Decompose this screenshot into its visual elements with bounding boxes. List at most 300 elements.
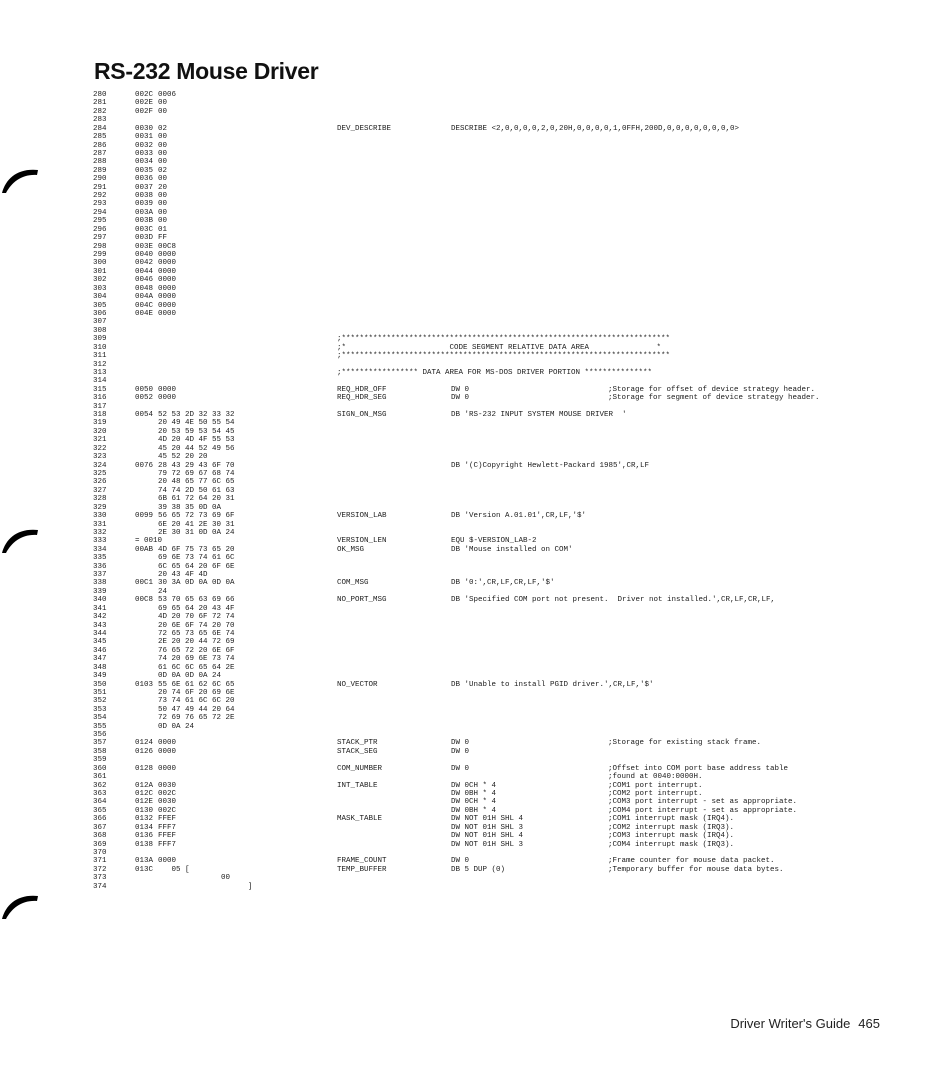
line-number: 348 <box>93 663 107 672</box>
listing-line <box>93 521 923 529</box>
line-number: 285 <box>93 133 107 142</box>
object-bytes: 20 53 59 53 54 45 <box>158 427 235 436</box>
label: NO_VECTOR <box>337 680 378 689</box>
object-bytes: 00 <box>158 874 231 883</box>
listing-line <box>93 579 923 587</box>
line-number: 361 <box>93 773 107 782</box>
page-number: 465 <box>858 1016 880 1031</box>
listing-line <box>93 158 923 166</box>
object-bytes: 50 47 49 44 20 64 <box>158 705 235 714</box>
line-number: 293 <box>93 200 107 209</box>
object-bytes: 0000 <box>158 251 177 260</box>
object-bytes: 69 65 64 20 43 4F <box>158 604 235 613</box>
listing-line <box>93 773 923 781</box>
listing-line <box>93 377 923 385</box>
listing-line <box>93 857 923 865</box>
object-bytes: 0000 <box>158 276 177 285</box>
listing-line <box>93 622 923 630</box>
listing-line <box>93 192 923 200</box>
address: 012A <box>135 781 154 790</box>
address: 0033 <box>135 149 154 158</box>
footer-book-title: Driver Writer's Guide <box>730 1016 851 1031</box>
line-number: 299 <box>93 251 107 260</box>
listing-line <box>93 554 923 562</box>
listing-line <box>93 504 923 512</box>
address: 013A <box>135 857 154 866</box>
object-bytes: 0D 0A 0D 0A 24 <box>158 672 222 681</box>
address: 0099 <box>135 512 154 521</box>
address: = 0010 <box>135 537 163 546</box>
object-bytes: 0000 <box>158 309 177 318</box>
comment: ;found at 0040:0000H. <box>608 773 703 782</box>
label: NO_PORT_MSG <box>337 596 387 605</box>
line-number: 346 <box>93 646 107 655</box>
object-bytes: FFF7 <box>158 840 177 849</box>
line-number: 344 <box>93 630 107 638</box>
label: TEMP_BUFFER <box>337 865 387 874</box>
object-bytes: 0000 <box>158 394 177 403</box>
address: 002C <box>135 91 154 99</box>
listing-line <box>93 664 923 672</box>
address: 0035 <box>135 166 154 175</box>
address: 004A <box>135 293 154 302</box>
line-number: 316 <box>93 394 107 403</box>
line-number: 321 <box>93 436 107 445</box>
address: 003C <box>135 225 154 234</box>
label: REQ_HDR_SEG <box>337 394 387 403</box>
label: DEV_DESCRIBE <box>337 124 392 133</box>
listing-line <box>93 790 923 798</box>
instruction: DW 0 <box>451 739 470 748</box>
instruction: DB 'RS-232 INPUT SYSTEM MOUSE DRIVER ' <box>451 411 627 420</box>
object-bytes: 0000 <box>158 739 177 748</box>
line-number: 291 <box>93 183 107 192</box>
address: 0138 <box>135 840 154 849</box>
listing-line <box>93 748 923 756</box>
line-number: 282 <box>93 107 107 116</box>
line-number: 325 <box>93 469 107 478</box>
line-number: 305 <box>93 301 107 310</box>
line-number: 355 <box>93 722 107 731</box>
object-bytes: FFEF <box>158 815 177 824</box>
line-number: 374 <box>93 882 107 891</box>
comment-banner: ;* CODE SEGMENT RELATIVE DATA AREA * <box>337 343 662 352</box>
listing-line <box>93 605 923 613</box>
instruction: DB 5 DUP (0) <box>451 865 506 874</box>
instruction: DW 0 <box>451 747 470 756</box>
address: 0042 <box>135 259 154 268</box>
line-number: 331 <box>93 520 107 529</box>
line-number: 353 <box>93 705 107 714</box>
listing-line <box>93 706 923 714</box>
object-bytes: 00C8 <box>158 242 177 251</box>
instruction: DW NOT 01H SHL 4 <box>451 815 524 824</box>
label: STACK_PTR <box>337 739 378 748</box>
label: REQ_HDR_OFF <box>337 385 387 394</box>
listing-line <box>93 697 923 705</box>
line-number: 280 <box>93 91 107 99</box>
object-bytes: 4D 20 70 6F 72 74 <box>158 613 235 622</box>
address: 002E <box>135 99 154 108</box>
listing-line <box>93 327 923 335</box>
address: 0046 <box>135 276 154 285</box>
line-number: 302 <box>93 276 107 285</box>
address: 0036 <box>135 175 154 184</box>
address: 003A <box>135 208 154 217</box>
listing-line <box>93 495 923 503</box>
listing-line <box>93 883 923 891</box>
line-number: 300 <box>93 259 107 268</box>
line-number: 289 <box>93 166 107 175</box>
object-bytes: ] <box>158 882 253 891</box>
line-number: 332 <box>93 528 107 537</box>
line-number: 351 <box>93 688 107 697</box>
object-bytes: 01 <box>158 225 168 234</box>
listing-line <box>93 344 923 352</box>
listing-line <box>93 133 923 141</box>
binder-hole-mark-middle <box>0 526 40 554</box>
line-number: 320 <box>93 427 107 436</box>
object-bytes: 02 <box>158 124 168 133</box>
instruction: DB '0:',CR,LF,CR,LF,'$' <box>451 579 555 588</box>
address: 004C <box>135 301 154 310</box>
line-number: 369 <box>93 840 107 849</box>
line-number: 359 <box>93 756 107 765</box>
line-number: 318 <box>93 411 107 420</box>
listing-line <box>93 739 923 747</box>
listing-line <box>93 217 923 225</box>
object-bytes: 4D 6F 75 73 65 20 <box>158 545 235 554</box>
listing-line <box>93 302 923 310</box>
object-bytes: 28 43 29 43 6F 70 <box>158 461 235 470</box>
label: FRAME_COUNT <box>337 857 387 866</box>
address: 0124 <box>135 739 154 748</box>
object-bytes: 6E 20 41 2E 30 31 <box>158 520 235 529</box>
object-bytes: 52 53 2D 32 33 32 <box>158 411 235 420</box>
line-number: 303 <box>93 284 107 293</box>
listing-line <box>93 782 923 790</box>
object-bytes: 0000 <box>158 267 177 276</box>
line-number: 298 <box>93 242 107 251</box>
address: 00AB <box>135 545 154 554</box>
line-number: 286 <box>93 141 107 150</box>
line-number: 304 <box>93 293 107 302</box>
comment: ;Storage for segment of device strategy header. <box>608 394 820 403</box>
object-bytes: 53 70 65 63 69 66 <box>158 596 235 605</box>
listing-line <box>93 285 923 293</box>
object-bytes: 002C <box>158 806 177 815</box>
object-bytes: 20 74 6F 20 69 6E <box>158 688 235 697</box>
object-bytes: 002C <box>158 790 177 799</box>
listing-line <box>93 369 923 377</box>
listing-line <box>93 571 923 579</box>
listing-line <box>93 807 923 815</box>
address: 00C1 <box>135 579 154 588</box>
listing-line <box>93 630 923 638</box>
line-number: 281 <box>93 99 107 108</box>
object-bytes: 00 <box>158 175 168 184</box>
line-number: 342 <box>93 613 107 622</box>
object-bytes: 6C 65 64 20 6F 6E <box>158 562 235 571</box>
line-number: 350 <box>93 680 107 689</box>
listing-line <box>93 478 923 486</box>
listing-line <box>93 824 923 832</box>
comment: ;COM4 interrupt mask (IRQ3). <box>608 840 735 849</box>
label: SIGN_ON_MSG <box>337 411 387 420</box>
instruction: DB 'Version A.01.01',CR,LF,'$' <box>451 512 587 521</box>
line-number: 335 <box>93 554 107 563</box>
address: 0128 <box>135 764 154 773</box>
line-number: 362 <box>93 781 107 790</box>
page-footer <box>730 1016 880 1031</box>
label: STACK_SEG <box>337 747 378 756</box>
object-bytes: 73 74 61 6C 6C 20 <box>158 697 235 706</box>
line-number: 294 <box>93 208 107 217</box>
address: 0076 <box>135 461 154 470</box>
line-number: 373 <box>93 874 107 883</box>
object-bytes: 20 <box>158 183 168 192</box>
line-number: 324 <box>93 461 107 470</box>
object-bytes: 6B 61 72 64 20 31 <box>158 495 235 504</box>
listing-line <box>93 689 923 697</box>
line-number: 288 <box>93 158 107 167</box>
label: VERSION_LAB <box>337 512 387 521</box>
address: 0130 <box>135 806 154 815</box>
object-bytes: 0000 <box>158 293 177 302</box>
comment: ;Offset into COM port base address table <box>608 764 789 773</box>
object-bytes: 00 <box>158 158 168 167</box>
line-number: 312 <box>93 360 107 369</box>
line-number: 356 <box>93 731 107 740</box>
instruction: DW 0 <box>451 764 470 773</box>
listing-line <box>93 841 923 849</box>
object-bytes: 74 74 2D 50 61 63 <box>158 486 235 495</box>
address: 0048 <box>135 284 154 293</box>
line-number: 365 <box>93 806 107 815</box>
listing-line <box>93 293 923 301</box>
object-bytes: FFF7 <box>158 823 177 832</box>
listing-line <box>93 91 923 99</box>
listing-line <box>93 108 923 116</box>
object-bytes: 20 49 4E 50 55 54 <box>158 419 235 428</box>
object-bytes: 00 <box>158 107 168 116</box>
label: VERSION_LEN <box>337 537 387 546</box>
object-bytes: 45 20 44 52 49 56 <box>158 444 235 453</box>
address: 0126 <box>135 747 154 756</box>
instruction: DW 0BH * 4 <box>451 806 497 815</box>
listing-line <box>93 866 923 874</box>
line-number: 349 <box>93 672 107 681</box>
instruction: DW 0CH * 4 <box>451 781 497 790</box>
listing-line <box>93 723 923 731</box>
object-bytes: 0D 0A 24 <box>158 722 195 731</box>
listing-line <box>93 251 923 259</box>
object-bytes: 0000 <box>158 301 177 310</box>
line-number: 339 <box>93 587 107 596</box>
line-number: 366 <box>93 815 107 824</box>
line-number: 323 <box>93 453 107 462</box>
object-bytes: 00 <box>158 217 168 226</box>
object-bytes: 74 20 69 6E 73 74 <box>158 655 235 664</box>
address: 0052 <box>135 394 154 403</box>
comment: ;Temporary buffer for mouse data bytes. <box>608 865 784 874</box>
listing-line <box>93 226 923 234</box>
address: 012C <box>135 790 154 799</box>
line-number: 313 <box>93 368 107 377</box>
listing-line <box>93 167 923 175</box>
line-number: 292 <box>93 192 107 201</box>
listing-line <box>93 647 923 655</box>
listing-line <box>93 613 923 621</box>
instruction: DW 0BH * 4 <box>451 790 497 799</box>
instruction: DB 'Specified COM port not present. Driver not installed.',CR,LF,CR,LF, <box>451 596 776 605</box>
line-number: 317 <box>93 402 107 411</box>
instruction: DW 0 <box>451 385 470 394</box>
listing-line <box>93 462 923 470</box>
line-number: 328 <box>93 495 107 504</box>
listing-line <box>93 596 923 604</box>
comment: ;Storage for existing stack frame. <box>608 739 762 748</box>
listing-line <box>93 386 923 394</box>
line-number: 314 <box>93 377 107 386</box>
listing-line <box>93 352 923 360</box>
listing-line <box>93 537 923 545</box>
object-bytes: 55 6E 61 62 6C 65 <box>158 680 235 689</box>
object-bytes: 0000 <box>158 385 177 394</box>
listing-line <box>93 487 923 495</box>
object-bytes: FFEF <box>158 832 177 841</box>
label: INT_TABLE <box>337 781 378 790</box>
line-number: 295 <box>93 217 107 226</box>
line-number: 343 <box>93 621 107 630</box>
assembly-listing <box>93 91 923 891</box>
address: 003B <box>135 217 154 226</box>
listing-line <box>93 116 923 124</box>
listing-line <box>93 815 923 823</box>
line-number: 308 <box>93 326 107 335</box>
instruction: DW NOT 01H SHL 3 <box>451 840 524 849</box>
listing-line <box>93 276 923 284</box>
line-number: 345 <box>93 638 107 647</box>
listing-line <box>93 849 923 857</box>
object-bytes: 00 <box>158 133 168 142</box>
line-number: 333 <box>93 537 107 546</box>
object-bytes: 20 6E 6F 74 20 70 <box>158 621 235 630</box>
binder-hole-mark-top <box>0 166 40 194</box>
comment: ;COM1 interrupt mask (IRQ4). <box>608 815 735 824</box>
listing-line <box>93 756 923 764</box>
address: 0039 <box>135 200 154 209</box>
listing-line <box>93 470 923 478</box>
address: 0134 <box>135 823 154 832</box>
object-bytes: 0000 <box>158 857 177 866</box>
listing-line <box>93 588 923 596</box>
comment-banner: ;************************************************************************* <box>337 335 671 344</box>
address: 013C <box>135 865 154 874</box>
line-number: 336 <box>93 562 107 571</box>
object-bytes: 0000 <box>158 764 177 773</box>
address: 0030 <box>135 124 154 133</box>
listing-line <box>93 453 923 461</box>
comment: ;COM1 port interrupt. <box>608 781 703 790</box>
object-bytes: 61 6C 6C 65 64 2E <box>158 663 235 672</box>
line-number: 367 <box>93 823 107 832</box>
object-bytes: 72 69 76 65 72 2E <box>158 714 235 723</box>
instruction: DW NOT 01H SHL 3 <box>451 823 524 832</box>
listing-line <box>93 268 923 276</box>
object-bytes: 30 3A 0D 0A 0D 0A <box>158 579 235 588</box>
line-number: 329 <box>93 503 107 512</box>
listing-line <box>93 361 923 369</box>
line-number: 358 <box>93 747 107 756</box>
address: 002F <box>135 107 154 116</box>
address: 004E <box>135 309 154 318</box>
listing-line <box>93 234 923 242</box>
listing-line <box>93 318 923 326</box>
object-bytes: 72 65 73 65 6E 74 <box>158 630 235 638</box>
line-number: 327 <box>93 486 107 495</box>
object-bytes: FF <box>158 234 168 243</box>
comment-banner: ;***************** DATA AREA FOR MS-DOS DRIVER PORTION *************** <box>337 368 653 377</box>
line-number: 338 <box>93 579 107 588</box>
instruction: DW 0CH * 4 <box>451 798 497 807</box>
address: 0044 <box>135 267 154 276</box>
address: 003D <box>135 234 154 243</box>
address: 0103 <box>135 680 154 689</box>
object-bytes: 24 <box>158 587 168 596</box>
listing-line <box>93 529 923 537</box>
line-number: 334 <box>93 545 107 554</box>
listing-line <box>93 394 923 402</box>
listing-line <box>93 243 923 251</box>
instruction: DESCRIBE <2,0,0,0,0,2,0,20H,0,0,0,0,1,0FFH,200D,0,0,0,0,0,0,0,0> <box>451 124 740 133</box>
object-bytes: 76 65 72 20 6E 6F <box>158 646 235 655</box>
instruction: DW NOT 01H SHL 4 <box>451 832 524 841</box>
listing-line <box>93 546 923 554</box>
address: 0031 <box>135 133 154 142</box>
line-number: 296 <box>93 225 107 234</box>
listing-line <box>93 765 923 773</box>
instruction: DW 0 <box>451 394 470 403</box>
object-bytes: 02 <box>158 166 168 175</box>
address: 0038 <box>135 192 154 201</box>
address: 00C8 <box>135 596 154 605</box>
object-bytes: 2E 20 20 44 72 69 <box>158 638 235 647</box>
object-bytes: 56 65 72 73 69 6F <box>158 512 235 521</box>
object-bytes: 00 <box>158 141 168 150</box>
line-number: 360 <box>93 764 107 773</box>
object-bytes: 2E 30 31 0D 0A 24 <box>158 528 235 537</box>
address: 012E <box>135 798 154 807</box>
object-bytes: 0030 <box>158 798 177 807</box>
listing-line <box>93 419 923 427</box>
listing-line <box>93 655 923 663</box>
object-bytes: 20 43 4F 4D <box>158 571 208 580</box>
listing-line <box>93 99 923 107</box>
address: 0034 <box>135 158 154 167</box>
line-number: 371 <box>93 857 107 866</box>
line-number: 368 <box>93 832 107 841</box>
listing-line <box>93 200 923 208</box>
label: OK_MSG <box>337 545 365 554</box>
object-bytes: 00 <box>158 208 168 217</box>
object-bytes: 4D 20 4D 4F 55 53 <box>158 436 235 445</box>
object-bytes: 00 <box>158 192 168 201</box>
line-number: 341 <box>93 604 107 613</box>
line-number: 357 <box>93 739 107 748</box>
address: 0054 <box>135 411 154 420</box>
line-number: 283 <box>93 116 107 125</box>
